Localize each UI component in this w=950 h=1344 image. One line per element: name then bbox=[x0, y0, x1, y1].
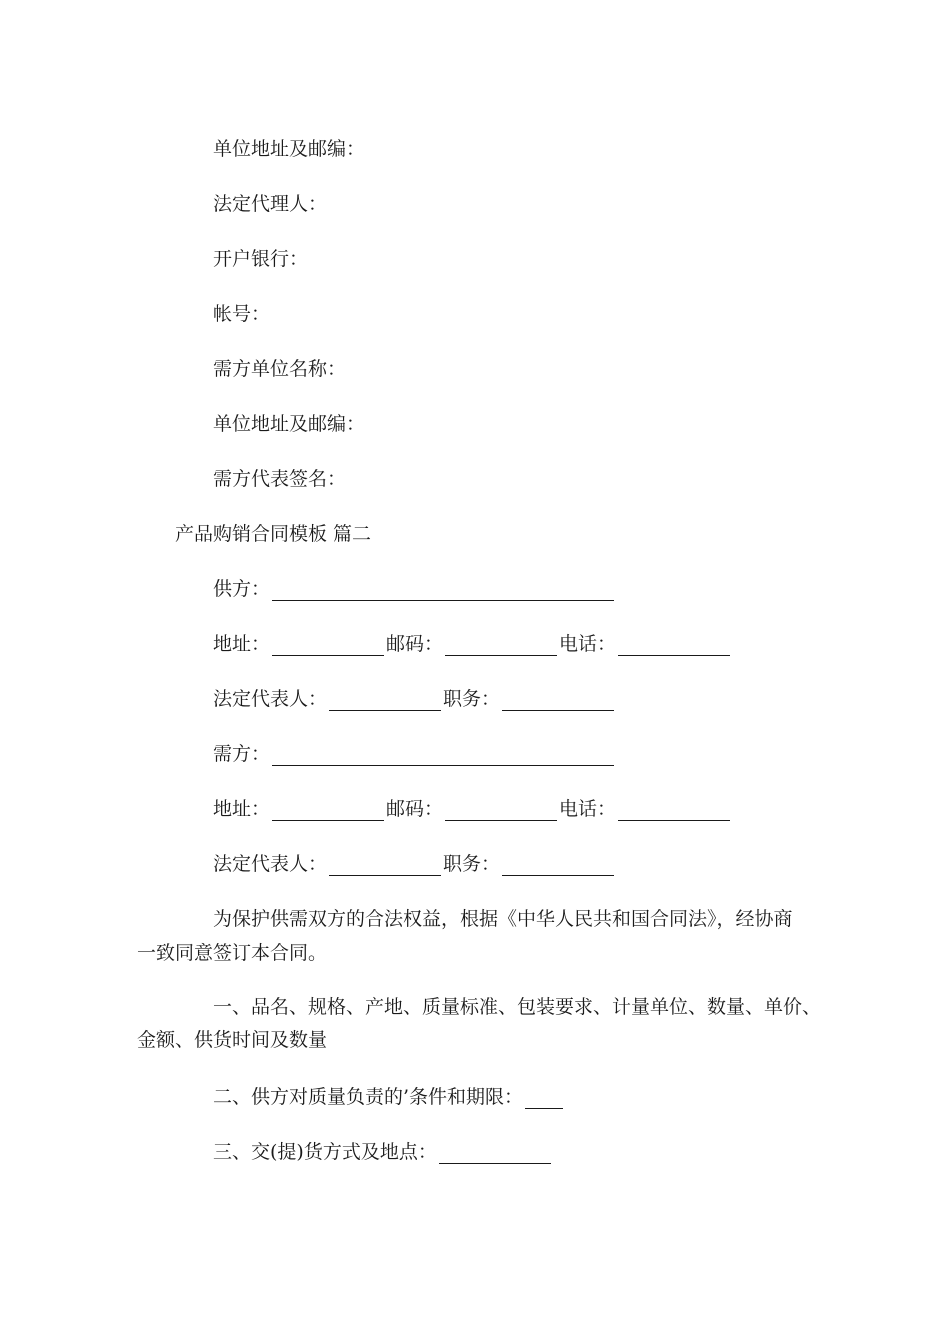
buyer-position-blank bbox=[502, 853, 614, 876]
intro-line-2: 一致同意签订本合同。 bbox=[137, 942, 328, 964]
buyer-address-blank bbox=[272, 798, 384, 821]
buyer-legal-rep-blank bbox=[329, 853, 441, 876]
supplier-address-blank bbox=[272, 633, 384, 656]
clause-2-line bbox=[213, 1085, 565, 1109]
buyer-address-label: 地址： bbox=[213, 798, 271, 820]
buyer-phone-label: 电话： bbox=[559, 798, 617, 820]
supplier-position-blank bbox=[502, 688, 614, 711]
field-account: 帐号： bbox=[213, 303, 271, 325]
supplier-legal-rep-blank bbox=[329, 688, 441, 711]
supplier-blank bbox=[272, 578, 614, 601]
buyer-postcode-blank bbox=[445, 798, 557, 821]
supplier-address-label: 地址： bbox=[213, 633, 271, 655]
section-title: 产品购销合同模板 篇二 bbox=[175, 523, 372, 545]
supplier-phone-blank bbox=[618, 633, 730, 656]
clause-3-blank bbox=[439, 1141, 551, 1164]
buyer-position-label: 职务： bbox=[443, 853, 501, 875]
buyer-rep-line bbox=[213, 852, 616, 876]
field-legal-agent: 法定代理人： bbox=[213, 193, 328, 215]
supplier-rep-line bbox=[213, 687, 616, 711]
field-unit-address-postcode-2: 单位地址及邮编： bbox=[213, 413, 366, 435]
field-unit-address-postcode: 单位地址及邮编： bbox=[213, 138, 366, 160]
supplier-line bbox=[213, 577, 616, 601]
buyer-phone-blank bbox=[618, 798, 730, 821]
clause-3-line bbox=[213, 1140, 553, 1164]
buyer-line bbox=[213, 742, 616, 766]
supplier-postcode-blank bbox=[445, 633, 557, 656]
supplier-phone-label: 电话： bbox=[559, 633, 617, 655]
clause-1-line-2: 金额、供货时间及数量 bbox=[137, 1029, 328, 1051]
clause-1-line-1: 一、品名、规格、产地、质量标准、包装要求、计量单位、数量、单价、 bbox=[213, 996, 822, 1018]
clause-2-blank bbox=[525, 1086, 563, 1109]
field-buyer-unit-name: 需方单位名称： bbox=[213, 358, 347, 380]
intro-line-1: 为保护供需双方的合法权益，根据《中华人民共和国合同法》，经协商 bbox=[213, 908, 793, 930]
supplier-position-label: 职务： bbox=[443, 688, 501, 710]
supplier-label: 供方： bbox=[213, 578, 271, 600]
field-buyer-rep-signature: 需方代表签名： bbox=[213, 468, 347, 490]
field-bank: 开户银行： bbox=[213, 248, 309, 270]
buyer-blank bbox=[272, 743, 614, 766]
buyer-label: 需方： bbox=[213, 743, 271, 765]
clause-3-text: 三、交(提)货方式及地点： bbox=[213, 1141, 437, 1163]
supplier-legal-rep-label: 法定代表人： bbox=[213, 688, 328, 710]
buyer-legal-rep-label: 法定代表人： bbox=[213, 853, 328, 875]
clause-2-text: 二、供方对质量负责的’条件和期限： bbox=[213, 1086, 524, 1108]
buyer-postcode-label: 邮码： bbox=[386, 798, 444, 820]
buyer-contact-line bbox=[213, 797, 732, 821]
supplier-postcode-label: 邮码： bbox=[386, 633, 444, 655]
supplier-contact-line bbox=[213, 632, 732, 656]
